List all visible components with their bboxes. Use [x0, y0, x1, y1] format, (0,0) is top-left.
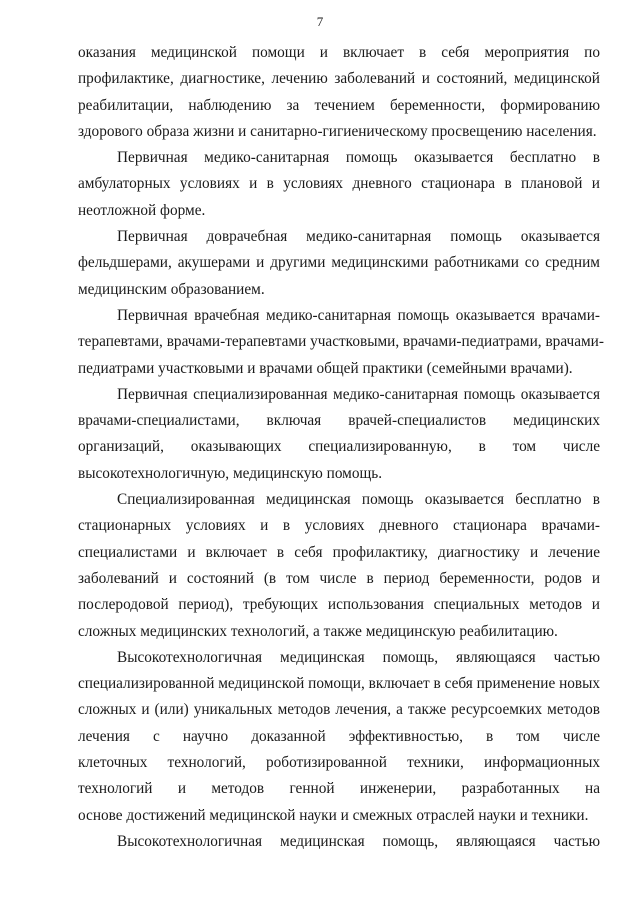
text-line: педиатрами участковыми и врачами общей практики (семейными врачами).: [78, 359, 573, 377]
text-line: Первичная врачебная медико-санитарная помощь оказывается врачами-: [117, 306, 600, 324]
text-line: врачами-специалистами, включая врачей-специалистов медицинских: [78, 412, 600, 430]
text-line: амбулаторных условиях и в условиях дневного стационара в плановой и: [78, 175, 600, 193]
text-line: стационарных условиях и в условиях дневного стационара врачами-: [78, 517, 600, 535]
text-line: Высокотехнологичная медицинская помощь, являющаяся частью: [117, 648, 600, 666]
document-body: [78, 40, 604, 855]
paragraph: [78, 145, 600, 224]
text-line: Первичная медико-санитарная помощь оказывается бесплатно в: [117, 149, 600, 167]
text-line: Первичная доврачебная медико-санитарная помощь оказывается: [117, 228, 600, 246]
text-line: специалистами и включает в себя профилактику, диагностику и лечение: [78, 543, 600, 561]
text-line: основе достижений медицинской науки и смежных отраслей науки и техники.: [78, 806, 589, 824]
text-line: терапевтами, врачами-терапевтами участковыми, врачами-педиатрами, врачами-: [78, 333, 604, 351]
text-line: оказания медицинской помощи и включает в себя мероприятия по: [78, 44, 600, 61]
text-line: заболеваний и состояний (в том числе в период беременности, родов и: [78, 569, 600, 587]
paragraph: [78, 303, 604, 382]
text-line: сложных и (или) уникальных методов лечения, а также ресурсоемких методов: [78, 701, 600, 719]
text-line: реабилитации, наблюдению за течением беременности, формированию: [78, 96, 600, 114]
paragraph: [78, 487, 600, 645]
text-line: клеточных технологий, роботизированной техники, информационных: [78, 754, 600, 772]
page-number: 7: [316, 14, 324, 29]
text-line: Первичная специализированная медико-санитарная помощь оказывается: [117, 385, 600, 403]
text-line: специализированной медицинской помощи, включает в себя применение новых: [78, 675, 601, 693]
text-line: высокотехнологичную, медицинскую помощь.: [78, 464, 383, 482]
text-line: послеродовой период), требующих использования специальных методов и: [78, 596, 600, 614]
paragraph: [78, 645, 600, 829]
text-line: неотложной форме.: [78, 201, 206, 219]
text-line: фельдшерами, акушерами и другими медицинскими работниками со средним: [78, 254, 600, 272]
text-line: Специализированная медицинская помощь оказывается бесплатно в: [117, 491, 600, 509]
text-line: технологий и методов генной инженерии, разработанных на: [78, 780, 600, 798]
paragraph: [78, 382, 600, 487]
paragraph: [78, 829, 600, 855]
paragraph: [78, 224, 600, 303]
text-line: профилактике, диагностике, лечению заболеваний и состояний, медицинской: [78, 70, 600, 88]
text-line: медицинским образованием.: [78, 280, 265, 298]
paragraph: [78, 40, 600, 145]
text-line: здорового образа жизни и санитарно-гигиеническому просвещению населения.: [78, 122, 597, 140]
text-line: лечения с научно доказанной эффективностью, в том числе: [78, 727, 600, 745]
text-line: сложных медицинских технологий, а также медицинскую реабилитацию.: [78, 622, 558, 640]
text-line: Высокотехнологичная медицинская помощь, являющаяся частью: [117, 832, 600, 850]
text-line: организаций, оказывающих специализированную, в том числе: [78, 438, 600, 456]
